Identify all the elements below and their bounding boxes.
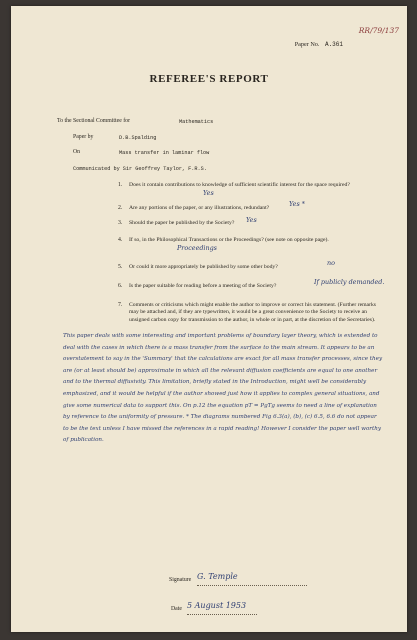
communicated-by: Communicated by Sir Geoffrey Taylor, F.R.S.: [73, 166, 207, 172]
on-label: On: [73, 149, 81, 155]
report-form: [11, 6, 407, 632]
paper-by-value: D.B.Spalding: [119, 135, 157, 141]
question-5-answer: no: [327, 259, 335, 267]
question-1-answer: Yes: [203, 189, 214, 197]
question-5-number: 5.: [118, 264, 123, 270]
question-3-answer: Yes: [246, 216, 257, 224]
paper-number-value: A.361: [324, 41, 343, 48]
question-4-answer: Proceedings: [177, 244, 217, 252]
question-2-answer: Yes *: [289, 200, 305, 208]
signature-label: Signature: [169, 577, 192, 583]
signature-line: [197, 585, 307, 586]
question-7-text: Comments or criticisms which might enable the author to improve or correct his statement. (Further remarks may be attached and, if they are typewritten, it would be a great convenience to the Society to receive an unsigned carbon copy for transmission to the author, in whole or in part, at the discretion of the Secretaries).: [129, 302, 377, 323]
question-1-text: Does it contain contributions to knowledge of sufficient scientific interest for the space required?: [129, 182, 350, 188]
date-label: Date: [171, 606, 182, 612]
question-6-answer: If publicly demanded.: [314, 278, 385, 286]
referee-comments: This paper deals with some interesting and important problems of boundary layer theory, which is extended to deal with the cases in which there is a mass transfer from the surface to the main stream. It appears to be an overstatement to say in the 'Summary' that the calculations are exact for all mass transfer processes, since they are (or at least should be) approximate in which all the relevant diffusion coefficients are equal to one another and to the thermal diffusivity. This limitation, briefly stated in the Introduction, might well be considerably emphasized, and it would be helpful if the author showed just how it applies to complex general situations, and give some numerical data to support this. On p.12 the equation pT = PgTg seems to need a line of explanation by reference to the uniformity of pressure. * The diagrams numbered Fig 6.3(a), (b), (c) 6.5, 6.6 do not appear to be the text unless I have missed the references in a rapid reading! However I consider the paper well worthy of publication.: [63, 333, 383, 444]
question-4-number: 4.: [118, 237, 123, 243]
committee-value: Mathematics: [179, 119, 214, 125]
paper-number: [295, 41, 343, 48]
committee-label: To the Sectional Committee for: [57, 118, 131, 124]
report-title: REFEREE'S REPORT: [149, 73, 269, 85]
paper-number-label: Paper No.: [294, 41, 320, 48]
question-7-number: 7.: [118, 302, 123, 308]
question-6-text: Is the paper suitable for reading before a meeting of the Society?: [129, 283, 277, 289]
reference-number: RR/79/137: [358, 26, 399, 35]
date-value: 5 August 1953: [187, 601, 247, 610]
paper-by-label: Paper by: [73, 134, 94, 140]
on-value: Mass transfer in laminar flow: [119, 150, 210, 156]
question-2-text: Are any portions of the paper, or any illustrations, redundant?: [129, 205, 270, 211]
question-3-text: Should the paper be published by the Society?: [129, 220, 235, 226]
question-1-number: 1.: [118, 182, 123, 188]
question-2-number: 2.: [118, 205, 123, 211]
question-4-text: If so, in the Philosophical Transactions or the Proceedings? (see note on opposite page).: [129, 237, 329, 243]
date-line: [187, 614, 257, 615]
question-3-number: 3.: [118, 220, 123, 226]
signature-value: G. Temple: [197, 572, 238, 581]
question-5-text: Or could it more appropriately be published by some other body?: [129, 264, 278, 270]
question-6-number: 6.: [118, 283, 123, 289]
